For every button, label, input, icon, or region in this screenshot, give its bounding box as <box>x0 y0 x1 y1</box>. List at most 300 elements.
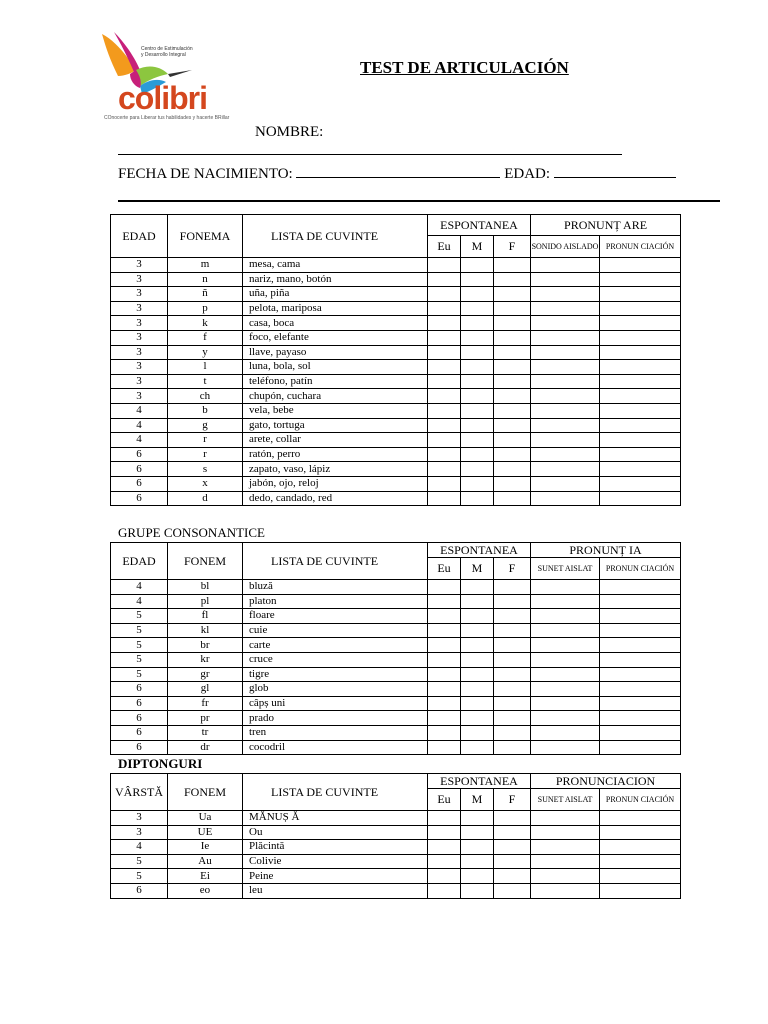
m-mark-cell[interactable] <box>461 840 494 855</box>
phoneme-cell: x <box>168 476 243 491</box>
m-mark-cell[interactable] <box>461 418 494 433</box>
subheader-isolated-sound: SONIDO AISLADO <box>531 236 600 258</box>
header-word-list: LISTA DE CUVINTE <box>243 543 428 580</box>
isolated-mark-cell[interactable] <box>531 696 600 711</box>
m-mark-cell[interactable] <box>461 330 494 345</box>
pronunciation-mark-cell[interactable] <box>600 609 681 624</box>
f-mark-cell[interactable] <box>494 725 531 740</box>
eu-mark-cell[interactable] <box>428 447 461 462</box>
f-mark-cell[interactable] <box>494 476 531 491</box>
m-mark-cell[interactable] <box>461 883 494 898</box>
header-word-list: LISTA DE CUVINTE <box>243 215 428 258</box>
subheader-f: F <box>494 789 531 811</box>
pronunciation-mark-cell[interactable] <box>600 883 681 898</box>
word-list-cell: luna, bola, sol <box>243 360 428 375</box>
f-mark-cell[interactable] <box>494 433 531 448</box>
pronunciation-mark-cell[interactable] <box>600 623 681 638</box>
pronunciation-mark-cell[interactable] <box>600 725 681 740</box>
eu-mark-cell[interactable] <box>428 652 461 667</box>
isolated-mark-cell[interactable] <box>531 447 600 462</box>
age-cell: 3 <box>111 301 168 316</box>
f-mark-cell[interactable] <box>494 272 531 287</box>
age-cell: 4 <box>111 594 168 609</box>
m-mark-cell[interactable] <box>461 433 494 448</box>
pronunciation-mark-cell[interactable] <box>600 272 681 287</box>
word-list-cell: dedo, candado, red <box>243 491 428 506</box>
phoneme-cell: Au <box>168 854 243 869</box>
pronunciation-mark-cell[interactable] <box>600 374 681 389</box>
table-row <box>111 287 681 302</box>
isolated-mark-cell[interactable] <box>531 638 600 653</box>
m-mark-cell[interactable] <box>461 374 494 389</box>
m-mark-cell[interactable] <box>461 491 494 506</box>
subheader-m: M <box>461 789 494 811</box>
header-pronunciation: PRONUNCIACION <box>531 774 681 789</box>
age-cell: 3 <box>111 360 168 375</box>
pronunciation-mark-cell[interactable] <box>600 258 681 273</box>
table-row <box>111 389 681 404</box>
f-mark-cell[interactable] <box>494 740 531 755</box>
isolated-mark-cell[interactable] <box>531 360 600 375</box>
eu-mark-cell[interactable] <box>428 594 461 609</box>
m-mark-cell[interactable] <box>461 696 494 711</box>
word-list-cell: glob <box>243 682 428 697</box>
m-mark-cell[interactable] <box>461 403 494 418</box>
m-mark-cell[interactable] <box>461 462 494 477</box>
table-row <box>111 869 681 884</box>
pronunciation-mark-cell[interactable] <box>600 840 681 855</box>
m-mark-cell[interactable] <box>461 447 494 462</box>
word-list-cell: arete, collar <box>243 433 428 448</box>
age-cell: 6 <box>111 883 168 898</box>
eu-mark-cell[interactable] <box>428 418 461 433</box>
isolated-mark-cell[interactable] <box>531 609 600 624</box>
phoneme-cell: t <box>168 374 243 389</box>
m-mark-cell[interactable] <box>461 316 494 331</box>
subheader-f: F <box>494 558 531 580</box>
phoneme-cell: ch <box>168 389 243 404</box>
isolated-mark-cell[interactable] <box>531 330 600 345</box>
f-mark-cell[interactable] <box>494 869 531 884</box>
logo-org-line2: y Desarrollo Integral <box>141 52 186 58</box>
pronunciation-mark-cell[interactable] <box>600 418 681 433</box>
eu-mark-cell[interactable] <box>428 301 461 316</box>
m-mark-cell[interactable] <box>461 869 494 884</box>
subheader-m: M <box>461 236 494 258</box>
m-mark-cell[interactable] <box>461 580 494 595</box>
pronunciation-mark-cell[interactable] <box>600 316 681 331</box>
pronunciation-mark-cell[interactable] <box>600 594 681 609</box>
m-mark-cell[interactable] <box>461 258 494 273</box>
isolated-mark-cell[interactable] <box>531 272 600 287</box>
isolated-mark-cell[interactable] <box>531 433 600 448</box>
f-mark-cell[interactable] <box>494 447 531 462</box>
pronunciation-mark-cell[interactable] <box>600 403 681 418</box>
m-mark-cell[interactable] <box>461 609 494 624</box>
age-cell: 5 <box>111 869 168 884</box>
table-row <box>111 447 681 462</box>
pronunciation-mark-cell[interactable] <box>600 433 681 448</box>
f-mark-cell[interactable] <box>494 854 531 869</box>
subheader-pronunciation: PRONUN CIACIÓN <box>600 236 681 258</box>
phoneme-cell: Ie <box>168 840 243 855</box>
m-mark-cell[interactable] <box>461 825 494 840</box>
table-row <box>111 594 681 609</box>
age-cell: 6 <box>111 491 168 506</box>
f-mark-cell[interactable] <box>494 258 531 273</box>
isolated-mark-cell[interactable] <box>531 740 600 755</box>
word-list-cell: tren <box>243 725 428 740</box>
word-list-cell: câpș uni <box>243 696 428 711</box>
age-cell: 3 <box>111 258 168 273</box>
eu-mark-cell[interactable] <box>428 696 461 711</box>
eu-mark-cell[interactable] <box>428 491 461 506</box>
header-pronunciation: PRONUNȚ ARE <box>531 215 681 236</box>
isolated-mark-cell[interactable] <box>531 491 600 506</box>
isolated-mark-cell[interactable] <box>531 840 600 855</box>
age-cell: 4 <box>111 840 168 855</box>
m-mark-cell[interactable] <box>461 682 494 697</box>
header-spontaneous: ESPONTANEA <box>428 543 531 558</box>
phoneme-cell: b <box>168 403 243 418</box>
pronunciation-mark-cell[interactable] <box>600 638 681 653</box>
eu-mark-cell[interactable] <box>428 682 461 697</box>
f-mark-cell[interactable] <box>494 652 531 667</box>
eu-mark-cell[interactable] <box>428 403 461 418</box>
phoneme-cell: d <box>168 491 243 506</box>
pronunciation-mark-cell[interactable] <box>600 825 681 840</box>
word-list-cell: leu <box>243 883 428 898</box>
table-row <box>111 840 681 855</box>
f-mark-cell[interactable] <box>494 389 531 404</box>
eu-mark-cell[interactable] <box>428 258 461 273</box>
word-list-cell: zapato, vaso, lápiz <box>243 462 428 477</box>
phoneme-cell: tr <box>168 725 243 740</box>
eu-mark-cell[interactable] <box>428 462 461 477</box>
age-cell: 3 <box>111 272 168 287</box>
phoneme-cell: Ei <box>168 869 243 884</box>
m-mark-cell[interactable] <box>461 638 494 653</box>
f-mark-cell[interactable] <box>494 811 531 826</box>
pronunciation-mark-cell[interactable] <box>600 740 681 755</box>
header-pronunciation: PRONUNȚ IA <box>531 543 681 558</box>
birth-date-field-line[interactable] <box>296 164 500 178</box>
phoneme-cell: gl <box>168 682 243 697</box>
table-row <box>111 711 681 726</box>
isolated-mark-cell[interactable] <box>531 667 600 682</box>
table-row <box>111 725 681 740</box>
age-cell: 3 <box>111 811 168 826</box>
age-field-line[interactable] <box>554 164 676 178</box>
f-mark-cell[interactable] <box>494 711 531 726</box>
m-mark-cell[interactable] <box>461 287 494 302</box>
eu-mark-cell[interactable] <box>428 476 461 491</box>
age-cell: 5 <box>111 854 168 869</box>
f-mark-cell[interactable] <box>494 301 531 316</box>
isolated-mark-cell[interactable] <box>531 418 600 433</box>
subheader-isolated-sound: SUNET AISLAT <box>531 558 600 580</box>
eu-mark-cell[interactable] <box>428 287 461 302</box>
word-list-cell: cruce <box>243 652 428 667</box>
m-mark-cell[interactable] <box>461 652 494 667</box>
age-cell: 5 <box>111 667 168 682</box>
logo-tagline: COnocerte para Liberar tus habilidades y hacerte BRillar <box>104 115 230 121</box>
table-row <box>111 638 681 653</box>
age-cell: 3 <box>111 316 168 331</box>
table-row <box>111 345 681 360</box>
eu-mark-cell[interactable] <box>428 374 461 389</box>
word-list-cell: teléfono, patín <box>243 374 428 389</box>
section-title-consonant-groups: GRUPE CONSONANTICE <box>118 525 265 540</box>
pronunciation-mark-cell[interactable] <box>600 301 681 316</box>
logo-org-line1: Centro de Estimulación <box>141 46 193 52</box>
pronunciation-mark-cell[interactable] <box>600 462 681 477</box>
isolated-mark-cell[interactable] <box>531 476 600 491</box>
f-mark-cell[interactable] <box>494 609 531 624</box>
m-mark-cell[interactable] <box>461 476 494 491</box>
eu-mark-cell[interactable] <box>428 433 461 448</box>
eu-mark-cell[interactable] <box>428 883 461 898</box>
eu-mark-cell[interactable] <box>428 869 461 884</box>
pronunciation-mark-cell[interactable] <box>600 491 681 506</box>
eu-mark-cell[interactable] <box>428 623 461 638</box>
eu-mark-cell[interactable] <box>428 638 461 653</box>
age-cell: 6 <box>111 740 168 755</box>
f-mark-cell[interactable] <box>494 840 531 855</box>
isolated-mark-cell[interactable] <box>531 652 600 667</box>
m-mark-cell[interactable] <box>461 667 494 682</box>
table-row <box>111 682 681 697</box>
m-mark-cell[interactable] <box>461 360 494 375</box>
phoneme-cell: l <box>168 360 243 375</box>
word-list-cell: chupón, cuchara <box>243 389 428 404</box>
eu-mark-cell[interactable] <box>428 811 461 826</box>
isolated-mark-cell[interactable] <box>531 869 600 884</box>
age-cell: 4 <box>111 403 168 418</box>
isolated-mark-cell[interactable] <box>531 682 600 697</box>
pronunciation-mark-cell[interactable] <box>600 330 681 345</box>
table-row <box>111 696 681 711</box>
m-mark-cell[interactable] <box>461 740 494 755</box>
isolated-mark-cell[interactable] <box>531 594 600 609</box>
word-list-cell: Plăcintă <box>243 840 428 855</box>
subheader-f: F <box>494 236 531 258</box>
word-list-cell: uña, piña <box>243 287 428 302</box>
eu-mark-cell[interactable] <box>428 740 461 755</box>
f-mark-cell[interactable] <box>494 287 531 302</box>
name-field-line[interactable] <box>118 154 622 155</box>
m-mark-cell[interactable] <box>461 854 494 869</box>
age-cell: 3 <box>111 287 168 302</box>
isolated-mark-cell[interactable] <box>531 854 600 869</box>
isolated-mark-cell[interactable] <box>531 580 600 595</box>
isolated-mark-cell[interactable] <box>531 883 600 898</box>
age-cell: 5 <box>111 623 168 638</box>
f-mark-cell[interactable] <box>494 418 531 433</box>
f-mark-cell[interactable] <box>494 883 531 898</box>
phoneme-cell: m <box>168 258 243 273</box>
f-mark-cell[interactable] <box>494 638 531 653</box>
section-title-diphthongs: DIPTONGURI <box>118 756 203 771</box>
isolated-mark-cell[interactable] <box>531 345 600 360</box>
f-mark-cell[interactable] <box>494 360 531 375</box>
m-mark-cell[interactable] <box>461 272 494 287</box>
logo-wordmark: colibri <box>118 80 208 116</box>
pronunciation-mark-cell[interactable] <box>600 869 681 884</box>
word-list-cell: MĂNUȘ Ă <box>243 811 428 826</box>
f-mark-cell[interactable] <box>494 374 531 389</box>
pronunciation-mark-cell[interactable] <box>600 667 681 682</box>
eu-mark-cell[interactable] <box>428 580 461 595</box>
f-mark-cell[interactable] <box>494 696 531 711</box>
eu-mark-cell[interactable] <box>428 825 461 840</box>
phoneme-cell: pl <box>168 594 243 609</box>
phoneme-cell: Ua <box>168 811 243 826</box>
pronunciation-mark-cell[interactable] <box>600 580 681 595</box>
word-list-cell: platon <box>243 594 428 609</box>
pronunciation-mark-cell[interactable] <box>600 652 681 667</box>
isolated-mark-cell[interactable] <box>531 623 600 638</box>
phoneme-cell: y <box>168 345 243 360</box>
eu-mark-cell[interactable] <box>428 854 461 869</box>
f-mark-cell[interactable] <box>494 403 531 418</box>
f-mark-cell[interactable] <box>494 580 531 595</box>
subheader-eu: Eu <box>428 789 461 811</box>
pronunciation-mark-cell[interactable] <box>600 811 681 826</box>
eu-mark-cell[interactable] <box>428 360 461 375</box>
word-list-cell: cocodril <box>243 740 428 755</box>
articulation-table-body <box>111 258 681 506</box>
eu-mark-cell[interactable] <box>428 272 461 287</box>
m-mark-cell[interactable] <box>461 623 494 638</box>
f-mark-cell[interactable] <box>494 594 531 609</box>
phoneme-cell: k <box>168 316 243 331</box>
isolated-mark-cell[interactable] <box>531 403 600 418</box>
table-row <box>111 811 681 826</box>
isolated-mark-cell[interactable] <box>531 389 600 404</box>
pronunciation-mark-cell[interactable] <box>600 711 681 726</box>
pronunciation-mark-cell[interactable] <box>600 287 681 302</box>
eu-mark-cell[interactable] <box>428 316 461 331</box>
pronunciation-mark-cell[interactable] <box>600 682 681 697</box>
f-mark-cell[interactable] <box>494 682 531 697</box>
table-row <box>111 462 681 477</box>
eu-mark-cell[interactable] <box>428 725 461 740</box>
word-list-cell: carte <box>243 638 428 653</box>
f-mark-cell[interactable] <box>494 623 531 638</box>
table-row <box>111 580 681 595</box>
header-spontaneous: ESPONTANEA <box>428 774 531 789</box>
f-mark-cell[interactable] <box>494 462 531 477</box>
phoneme-cell: s <box>168 462 243 477</box>
f-mark-cell[interactable] <box>494 825 531 840</box>
word-list-cell: ratón, perro <box>243 447 428 462</box>
f-mark-cell[interactable] <box>494 345 531 360</box>
table-row <box>111 740 681 755</box>
pronunciation-mark-cell[interactable] <box>600 345 681 360</box>
name-label: NOMBRE: <box>255 124 324 140</box>
pronunciation-mark-cell[interactable] <box>600 854 681 869</box>
pronunciation-mark-cell[interactable] <box>600 476 681 491</box>
phoneme-cell: p <box>168 301 243 316</box>
word-list-cell: Peine <box>243 869 428 884</box>
isolated-mark-cell[interactable] <box>531 374 600 389</box>
isolated-mark-cell[interactable] <box>531 711 600 726</box>
pronunciation-mark-cell[interactable] <box>600 696 681 711</box>
isolated-mark-cell[interactable] <box>531 287 600 302</box>
f-mark-cell[interactable] <box>494 330 531 345</box>
f-mark-cell[interactable] <box>494 316 531 331</box>
table-row <box>111 272 681 287</box>
phoneme-cell: ñ <box>168 287 243 302</box>
eu-mark-cell[interactable] <box>428 609 461 624</box>
m-mark-cell[interactable] <box>461 725 494 740</box>
age-cell: 6 <box>111 696 168 711</box>
phoneme-cell: f <box>168 330 243 345</box>
table-row <box>111 403 681 418</box>
table-row <box>111 883 681 898</box>
pronunciation-mark-cell[interactable] <box>600 447 681 462</box>
isolated-mark-cell[interactable] <box>531 462 600 477</box>
m-mark-cell[interactable] <box>461 594 494 609</box>
eu-mark-cell[interactable] <box>428 345 461 360</box>
phoneme-cell: eo <box>168 883 243 898</box>
eu-mark-cell[interactable] <box>428 330 461 345</box>
table-row <box>111 476 681 491</box>
m-mark-cell[interactable] <box>461 301 494 316</box>
m-mark-cell[interactable] <box>461 345 494 360</box>
table-row <box>111 609 681 624</box>
isolated-mark-cell[interactable] <box>531 258 600 273</box>
table-row <box>111 330 681 345</box>
age-cell: 4 <box>111 418 168 433</box>
m-mark-cell[interactable] <box>461 389 494 404</box>
eu-mark-cell[interactable] <box>428 667 461 682</box>
m-mark-cell[interactable] <box>461 811 494 826</box>
birth-age-row <box>118 164 676 183</box>
header-separator-line <box>118 200 720 202</box>
word-list-cell: gato, tortuga <box>243 418 428 433</box>
header-age: EDAD <box>111 215 168 258</box>
age-cell: 6 <box>111 476 168 491</box>
m-mark-cell[interactable] <box>461 711 494 726</box>
pronunciation-mark-cell[interactable] <box>600 389 681 404</box>
eu-mark-cell[interactable] <box>428 711 461 726</box>
age-cell: 3 <box>111 825 168 840</box>
isolated-mark-cell[interactable] <box>531 725 600 740</box>
phoneme-cell: g <box>168 418 243 433</box>
header-spontaneous: ESPONTANEA <box>428 215 531 236</box>
isolated-mark-cell[interactable] <box>531 825 600 840</box>
isolated-mark-cell[interactable] <box>531 301 600 316</box>
age-cell: 4 <box>111 433 168 448</box>
f-mark-cell[interactable] <box>494 667 531 682</box>
eu-mark-cell[interactable] <box>428 840 461 855</box>
subheader-pronunciation: PRONUN CIACIÓN <box>600 558 681 580</box>
subheader-m: M <box>461 558 494 580</box>
table-row <box>111 623 681 638</box>
header-age: VÂRSTĂ <box>111 774 168 811</box>
isolated-mark-cell[interactable] <box>531 811 600 826</box>
f-mark-cell[interactable] <box>494 491 531 506</box>
phoneme-cell: bl <box>168 580 243 595</box>
eu-mark-cell[interactable] <box>428 389 461 404</box>
age-cell: 5 <box>111 638 168 653</box>
isolated-mark-cell[interactable] <box>531 316 600 331</box>
pronunciation-mark-cell[interactable] <box>600 360 681 375</box>
header-phoneme: FONEM <box>168 543 243 580</box>
table-row <box>111 433 681 448</box>
